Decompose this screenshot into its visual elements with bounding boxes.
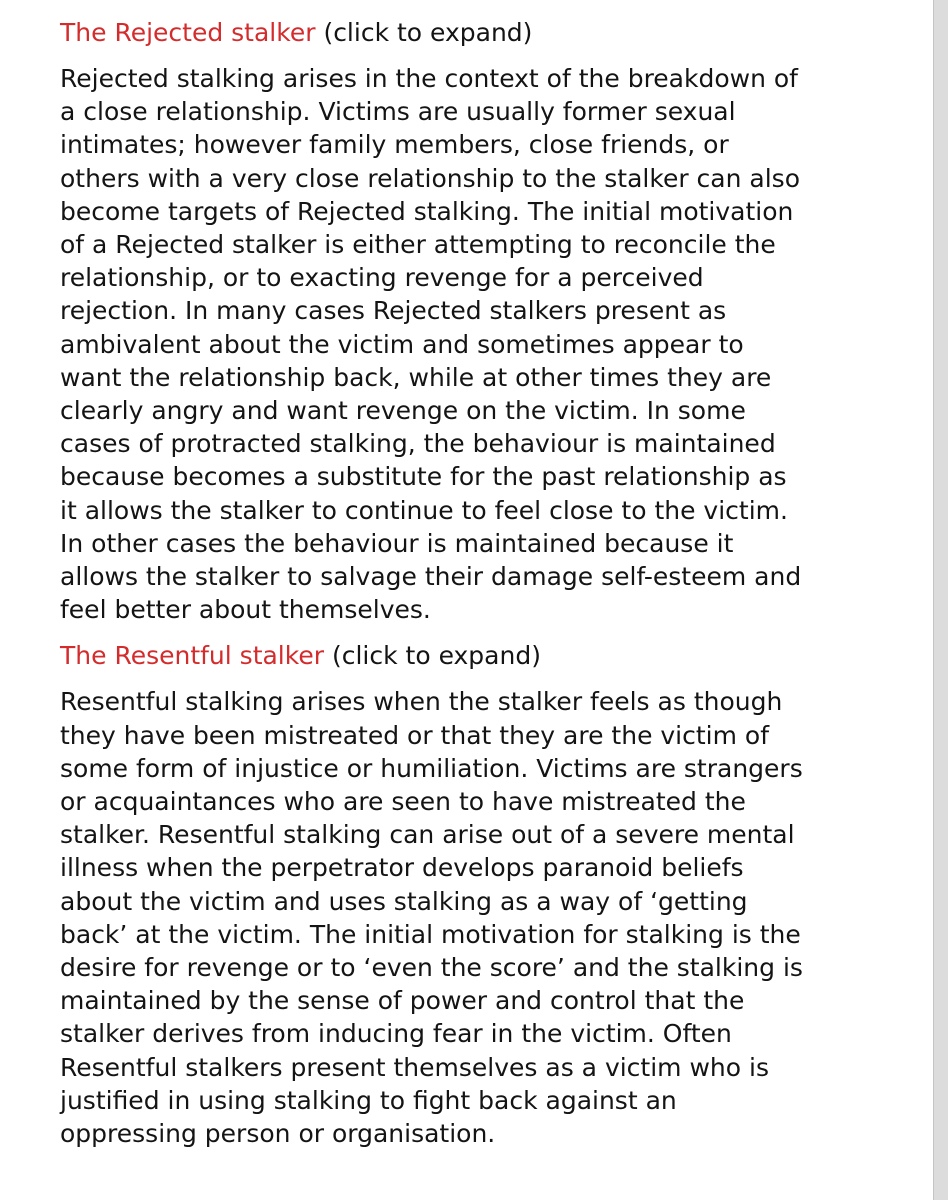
- section-title-rejected-stalker[interactable]: The Rejected stalker: [60, 18, 316, 47]
- section-body-resentful-stalker: Resentful stalking arises when the stalker feels as though they have been mistreated or that they are the victim of some form of injustice or humiliation. Victims are strangers or acquaintances who are seen to have mistreated the stalker. Resentful stalking can arise out of a severe mental illness when the perpetrator develops paranoid beliefs about the victim and uses stalking as a way of ‘getting back’ at the victim. The initial motivation for stalking is the desire for revenge or to ‘even the score’ and the stalking is maintained by the sense of power and control that the stalker derives from inducing fear in the victim. Often Resentful stalkers present themselves as a victim who is justified in using stalking to fight back against an oppressing person or organisation.: [60, 687, 803, 1149]
- article-content: [60, 16, 920, 1163]
- expand-hint: (click to expand): [323, 18, 533, 47]
- section-toggle-resentful-stalker[interactable]: [60, 639, 920, 672]
- section-toggle-rejected-stalker[interactable]: [60, 16, 920, 49]
- right-edge-scrollbar[interactable]: [933, 0, 948, 1200]
- section-body-rejected-stalker: Rejected stalking arises in the context of the breakdown of a close relationship. Victims are usually former sexual intimates; however family members, close friends, or others with a very close relationship to the stalker can also become targets of Rejected stalking. The initial motivation of a Rejected stalker is either attempting to reconcile the relationship, or to exacting revenge for a perceived rejection. In many cases Rejected stalkers present as ambivalent about the victim and sometimes appear to want the relationship back, while at other times they are clearly angry and want revenge on the victim. In some cases of protracted stalking, the behaviour is maintained because becomes a substitute for the past relationship as it allows the stalker to continue to feel close to the victim. In other cases the behaviour is maintained because it allows the stalker to salvage their damage self-esteem and feel better about themselves.: [60, 64, 802, 625]
- section-title-resentful-stalker[interactable]: The Resentful stalker: [60, 641, 325, 671]
- expand-hint: (click to expand): [331, 641, 541, 671]
